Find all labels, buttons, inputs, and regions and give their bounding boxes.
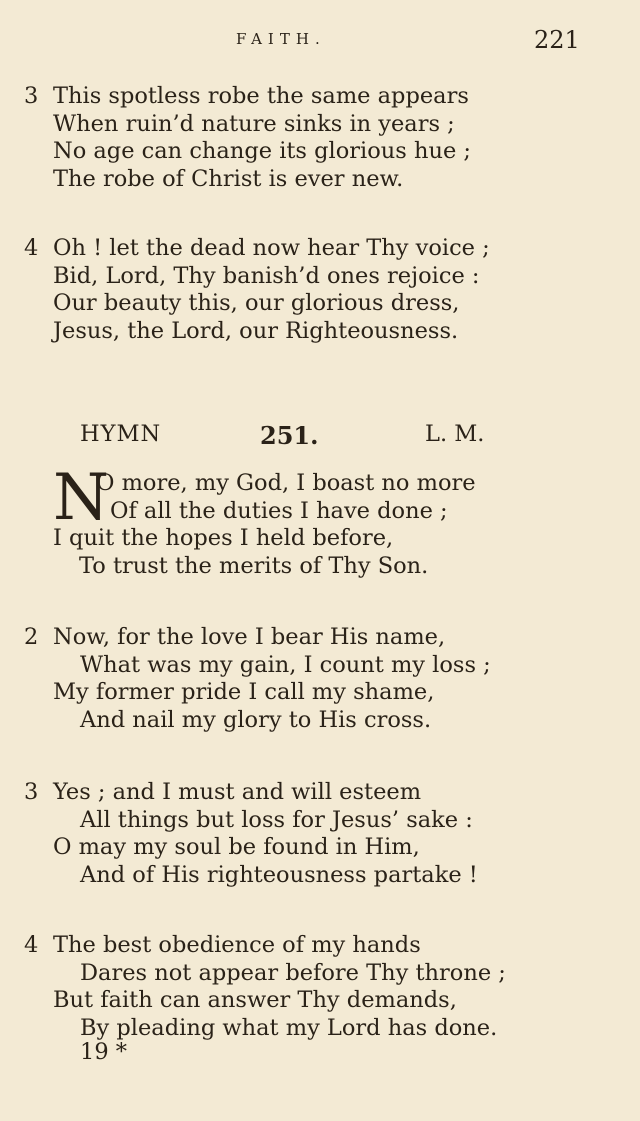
verse-line: The best obedience of my hands (53, 932, 421, 958)
verse-number: 4 (24, 932, 39, 958)
hymn-meter: L. M. (425, 421, 485, 447)
verse-line: My former pride I call my shame, (53, 679, 435, 706)
signature-mark: 19 * (80, 1039, 128, 1065)
verse-number: 2 (24, 624, 39, 650)
running-title: FAITH. (236, 30, 326, 48)
verse-number: 3 (24, 779, 39, 805)
verse-line: The robe of Christ is ever new. (53, 165, 404, 192)
verse-line: Oh ! let the dead now hear Thy voice ; (53, 235, 490, 261)
page-number: 221 (534, 26, 580, 54)
verse-number: 3 (24, 83, 39, 109)
drop-cap: N (53, 461, 109, 535)
verse-line: To trust the merits of Thy Son. (79, 552, 429, 579)
verse-top-4 (24, 235, 624, 345)
verse-line: Bid, Lord, Thy banish’d ones rejoice : (53, 262, 480, 289)
verse-line: And nail my glory to His cross. (80, 706, 432, 733)
verse-line: This spotless robe the same appears (53, 83, 469, 109)
verse-line: What was my gain, I count my loss ; (80, 651, 491, 678)
verse-line: But faith can answer Thy demands, (53, 987, 457, 1014)
verse-line: When ruin’d nature sinks in years ; (53, 110, 455, 137)
hymn-heading (80, 421, 510, 453)
verse-line: Jesus, the Lord, our Righteousness. (53, 317, 459, 344)
verse-line: Now, for the love I bear His name, (53, 624, 446, 650)
verse-line: Dares not appear before Thy throne ; (80, 959, 506, 986)
hymn-verse-2 (24, 624, 624, 734)
hymn-verse-4 (24, 932, 624, 1042)
verse-top-3 (24, 83, 624, 193)
hymn-label: HYMN (80, 421, 162, 447)
verse-line: Our beauty this, our glorious dress, (53, 290, 460, 317)
hymn-verse-1 (53, 461, 613, 580)
hymn-verse-3 (24, 779, 624, 889)
verse-line: And of His righteousness partake ! (80, 861, 478, 888)
verse-line: O more, my God, I boast no more (96, 470, 476, 496)
verse-line: I quit the hopes I held before, (53, 525, 394, 552)
verse-number: 4 (24, 235, 39, 261)
hymn-number: 251. (260, 421, 319, 450)
verse-line: All things but loss for Jesus’ sake : (80, 806, 473, 833)
verse-line: Yes ; and I must and will esteem (53, 779, 422, 805)
verse-line: O may my soul be found in Him, (53, 834, 420, 861)
verse-line: No age can change its glorious hue ; (53, 138, 471, 165)
verse-line: By pleading what my Lord has done. (80, 1014, 498, 1041)
verse-line: Of all the duties I have done ; (110, 497, 448, 524)
